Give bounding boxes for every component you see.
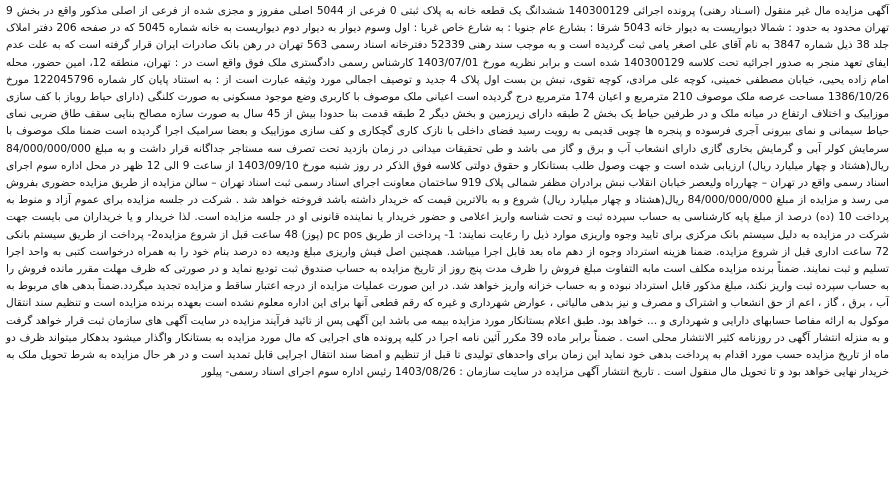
auction-notice-body: آگهی مزایده مال غیر منقول (اسـناد رهنی) پرونده اجرائی 140300129 ششدانگ یک قطعه خانه به پلاک ثبتی 0 فرعی از 5044 اصلی مفروز و مجزی شده از فرعی از اصلی مذکور واقع در بخش 9 تهران محدود به حدود : شمالا دیواریست به دیوار خانه 5043 شرقا : بشارع عام جنوبا : به شارع خاص غربا : اول وسوم دیوار به دیوار دوم دیواریست به خانه شماره 5045 که در صفحه 206 دفتر املاک جلد 38 ذیل شماره 3847 به نام آقای علی اصغر یامی ثبت گردیده است و به موجب سند رهنی 52339 دفترخانه اسناد رسمی 563 تهران در رهن بانک صادرات ایران قرار گرفته است که به علت عدم ایفای تعهد منجر به صدور اجرائیه تحت کلاسه 140300129 شده است و برابر نظریه مورخ 1403/07/01 کارشناس رسمی دادگستری ملک فوق واقع است در : تهران، منطقه 12، امین حضور، محله امام زاده یحیی، خیابان مصطفی خمینی، کوچه علی مرادی، کوچه تقوی، نبش بن بست اول پلاک 4 جدید و توصیف اجمالی مورد وثیقه عبارت است از : به استناد پایان کار شماره 122045796 مورخ 1386/10/26 مساحت عرصه ملک موصوف 210 مترمربع و اعیان 174 مترمربع درج گردیده است اعیانی ملک موصوف با کاربری وضع موجود مسکونی به صورت کلنگی (دارای حیاط روباز با کف سازی موزاییک و اختلاف ارتفاع در میانه ملک و در طرفین حیاط یک بخش 2 طبقه دارای زیرزمین و بخش دیگر 2 طبقه قدمت بنا حدودا بیش از 45 سال به صورت سازه مصالح بنایی سقف طاق ضربی نمای حیاط سیمانی و نمای بیرونی آجری فرسوده و پنجره ها چوبی قدیمی به رویت رسید فضای داخلی با نازک کاری گچکاری و کف سازی موزاییک و بعضا سرامیک اجرا گردیده است ضمنا ملک موصوف با سرمایش کولر آبی و گرمایش بخاری گازی دارای انشعاب آب و برق و گاز می باشد و طی تحقیقات میدانی در زمان بازدید تحت تصرف سه مستاجر جداگانه قرار داشت و به مبلغ 84/000/000/000 ریال(هشتاد و چهار میلیارد ریال) ارزیابی شده است و جهت وصول طلب بستانکار و حقوق دولتی کلاسه فوق الذکر در روز شنبه مورخ 1403/09/10 از ساعت 9 الی 12 ظهر در محل اداره سوم اجرای اسناد رسمی واقع در تهران – چهارراه ولیعصر خیابان انقلاب نبش برادران مظفر شمالی پلاک 919 ساختمان معاونت اجرای اسناد رسمی ثبت اسناد تهران – سالن مزایده از طریق مزایده حضوری بفروش می رسد و مزایده از مبلغ 84/000/000/000 ریال(هشتاد و چهار میلیارد ریال) شروع و به بالاترین قیمت که خریدار داشته باشد فروخته خواهد شد . شرکت در جلسه مزایده برای عموم آزاد و منوط به پرداخت 10 (ده) درصد از مبلغ پایه کارشناسی به حساب سپرده ثبت و تحت شناسه واریز اعلامی و حضور خریدار یا نماینده قانونی او در جلسه مزایده است. لذا خریدار و یا خریداران می بایست جهت شرکت در مزایده به دلیل سیستم بانک مرکزی برای تایید وجوه واریزی موارد ذیل را رعایت نمایند: 1- پرداخت از طریق pc pos (پوز) 48 ساعت قبل از شروع مزایده2- پرداخت از طریق سیستم بانکی 72 ساعت اداری قبل از شروع مزایده. ضمنا هزینه استرداد وجوه از دهم ماه بعد قابل اجرا میباشد. همچنین اصل فیش واریزی مبلغ ودیعه ده درصد بنام خود را به همراه درخواست کتبی به واحد اجرا تسلیم و ثبت نمایند. ضمناً برنده مزایده مکلف است مابه التفاوت مبلغ فروش را ظرف مدت پنج روز از تاریخ مزایده به حساب صندوق ثبت تودیع نماید و در صورتی که ظرف مهلت مقرر مانده فروش را به حساب سپرده ثبت واریز نکند، مبلغ مذکور قابل استرداد نبوده و به حساب خزانه واریز خواهد شد. در این صورت عملیات مزایده از درجه اعتبار ساقط و مزایده تجدید میگردد.ضمناً بدهی های مربوط به آب ، برق ، گاز ، اعم از حق انشعاب و اشتراک و مصرف و نیز بدهی مالیاتی ، عوارض شهرداری و غیره که رقم قطعی آنها برای این اداره معلوم نشده است بعهده برنده مزایده است و تنظیم سند انتقال موکول به ارائه مفاصا حسابهای دارایی و شهرداری و ... خواهد بود. طبق اعلام بستانکار مورد مزایده بیمه می باشد این آگهی پس از تائید فرآیند مزایده در سایت آگهی های سازمان ثبت قرار خواهد گرفت و به منزله انتشار آگهی در روزنامه کثیر الانتشار محلی است . ضمناً برابر ماده 39 مکرر آئین نامه اجرا در کلیه پرونده های اجرایی که مال مورد مزایده به بستانکار واگذار میشود بدهکار میتواند ظرف دو ماه از تاریخ مزایده حسب مورد اقدام به پرداخت بدهی خود نماید این زمان برای واحدهای تولیدی تا قبل از تنظیم و امضا سند انتقال اجرایی قابل تمدید است و در هر حال مزایده به شرط تحویل ملک به خریدار نهایی خواهد بود و تا تحویل مال منقول است . تاریخ انتشار آگهی مزایده در سایت سازمان : 1403/08/26 رئیس اداره سوم اجرای اسناد رسمی- پیلور (6, 5, 890, 379)
